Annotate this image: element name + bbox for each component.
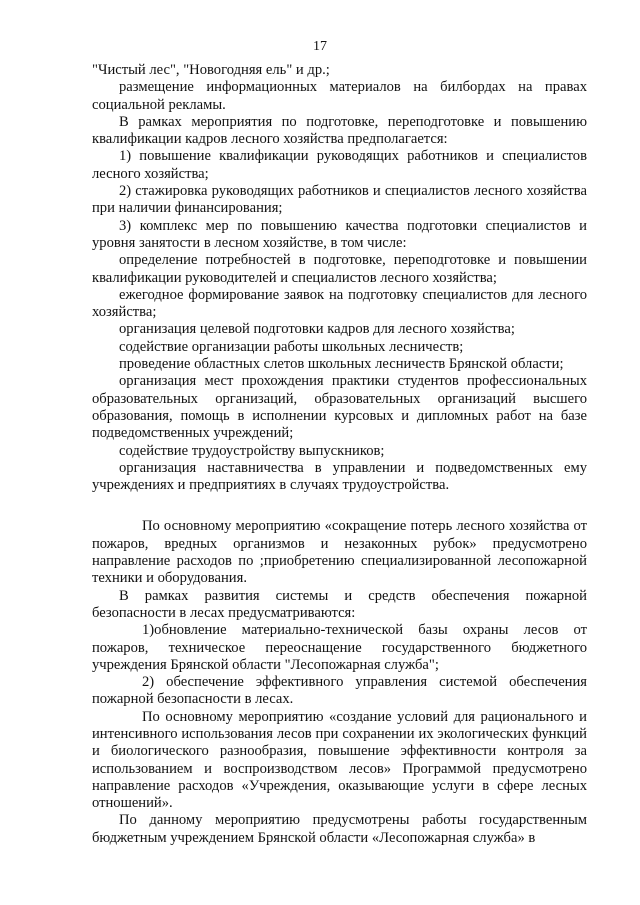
list-item: 2) стажировка руководящих работников и специалистов лесного хозяйства при наличии финансирования; bbox=[92, 183, 587, 217]
paragraph: В рамках мероприятия по подготовке, переподготовке и повышению квалификации кадров лесного хозяйства предполагается: bbox=[92, 113, 587, 148]
paragraph: По основному мероприятию «сокращение потерь лесного хозяйства от пожаров, вредных организмов и незаконных рубок» предусмотрено направление расходов по ;приобретению специализированной лесопожарной техники и оборудования. bbox=[92, 518, 587, 587]
page-number: 17 bbox=[313, 39, 327, 54]
list-item: проведение областных слетов школьных лесничеств Брянской области; bbox=[119, 356, 564, 373]
paragraph: размещение информационных материалов на билбордах на правах социальной рекламы. bbox=[92, 79, 587, 113]
list-item: 1)обновление материально-технической базы охраны лесов от пожаров, техническое переоснащение государственного бюджетного учреждения Брянской области "Лесопожарная служба"; bbox=[92, 622, 587, 673]
list-item: 3) комплекс мер по повышению качества подготовки специалистов и уровня занятости в лесном хозяйстве, в том числе: bbox=[92, 217, 587, 251]
list-item: определение потребностей в подготовке, переподготовке и повышении квалификации руководителей и специалистов лесного хозяйства; bbox=[92, 252, 587, 286]
list-item: организация наставничества в управлении и подведомственных ему учреждениях и предприятиях в случаях трудоустройства. bbox=[92, 459, 587, 494]
paragraph: По основному мероприятию «создание условий для рационального и интенсивного использования лесов при сохранении их экологических функций и биологического разнообразия, повышение эффективности контроля за использованием и воспроизводством лесов» Программой предусмотрено направление расходов «Учреждения, оказывающие услуги в сфере лесных отношений». bbox=[92, 708, 587, 812]
list-item: содействие организации работы школьных лесничеств; bbox=[119, 338, 464, 355]
paragraph: В рамках развития системы и средств обеспечения пожарной безопасности в лесах предусматриваются: bbox=[92, 587, 587, 621]
list-item: содействие трудоустройству выпускников; bbox=[119, 442, 385, 459]
list-item: 1) повышение квалификации руководящих работников и специалистов лесного хозяйства; bbox=[92, 148, 587, 182]
paragraph: "Чистый лес", "Новогодняя ель" и др.; bbox=[92, 62, 330, 78]
document-body bbox=[92, 62, 587, 847]
section-gap bbox=[92, 494, 587, 518]
list-item: организация мест прохождения практики студентов профессиональных образовательных организаций, образовательных организаций высшего образования, помощь в исполнении курсовых и дипломных работ на базе подведомственных учреждений; bbox=[92, 373, 587, 442]
paragraph: По данному мероприятию предусмотрены работы государственным бюджетным учреждением Брянской области «Лесопожарная служба» в bbox=[92, 812, 587, 846]
list-item: ежегодное формирование заявок на подготовку специалистов для лесного хозяйства; bbox=[92, 286, 587, 321]
list-item: организация целевой подготовки кадров для лесного хозяйства; bbox=[119, 321, 515, 338]
list-item: 2) обеспечение эффективного управления системой обеспечения пожарной безопасности в лесах. bbox=[92, 674, 587, 708]
